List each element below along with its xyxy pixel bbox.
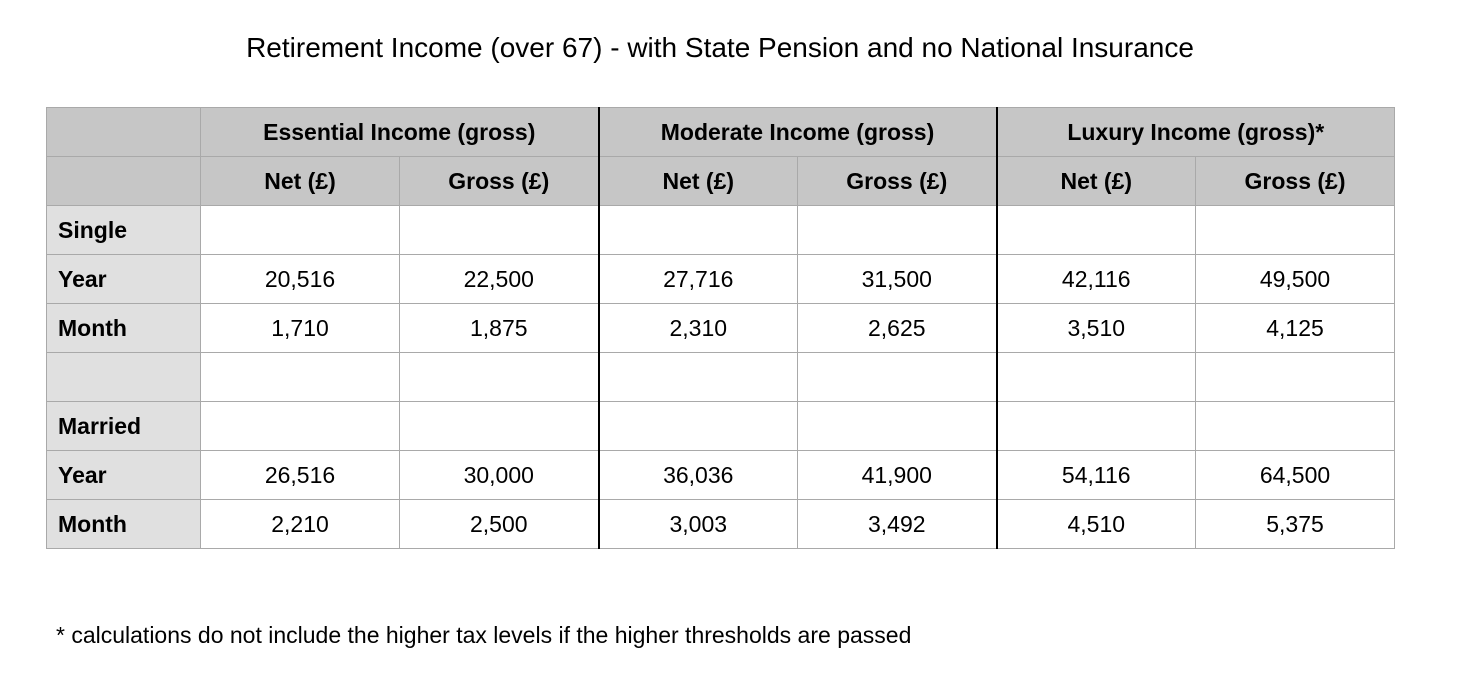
header-corner-cell xyxy=(47,108,201,157)
group-header-moderate: Moderate Income (gross) xyxy=(599,108,997,157)
table-cell: 2,210 xyxy=(201,500,400,549)
table-cell xyxy=(599,402,798,451)
table-cell: 3,510 xyxy=(997,304,1196,353)
table-cell: 5,375 xyxy=(1196,500,1395,549)
table-cell xyxy=(997,402,1196,451)
table-row xyxy=(47,206,1395,255)
income-table xyxy=(46,107,1395,549)
table-cell xyxy=(599,353,798,402)
table-cell: 30,000 xyxy=(400,451,599,500)
table-cell: 42,116 xyxy=(997,255,1196,304)
table-cell: 41,900 xyxy=(798,451,997,500)
table-cell xyxy=(201,206,400,255)
table-cell: 4,125 xyxy=(1196,304,1395,353)
table-cell: 31,500 xyxy=(798,255,997,304)
table-cell: 2,625 xyxy=(798,304,997,353)
header-corner-cell xyxy=(47,157,201,206)
row-label: Single xyxy=(47,206,201,255)
table-cell: 54,116 xyxy=(997,451,1196,500)
column-header: Net (£) xyxy=(599,157,798,206)
table-cell xyxy=(798,206,997,255)
table-cell xyxy=(997,206,1196,255)
table-cell: 3,003 xyxy=(599,500,798,549)
column-header: Gross (£) xyxy=(1196,157,1395,206)
table-cell xyxy=(201,402,400,451)
row-label: Year xyxy=(47,255,201,304)
table-cell: 1,710 xyxy=(201,304,400,353)
table-cell: 49,500 xyxy=(1196,255,1395,304)
row-label: Year xyxy=(47,451,201,500)
table-cell: 36,036 xyxy=(599,451,798,500)
table-cell xyxy=(798,402,997,451)
group-header-row xyxy=(47,108,1395,157)
table-cell: 2,500 xyxy=(400,500,599,549)
footnote: * calculations do not include the higher tax levels if the higher thresholds are passed xyxy=(56,622,912,648)
table-cell xyxy=(1196,353,1395,402)
table-cell xyxy=(400,353,599,402)
table-cell: 64,500 xyxy=(1196,451,1395,500)
table-cell xyxy=(400,206,599,255)
column-header: Net (£) xyxy=(201,157,400,206)
table-cell xyxy=(798,353,997,402)
table-cell: 2,310 xyxy=(599,304,798,353)
table-cell xyxy=(997,353,1196,402)
row-label: Month xyxy=(47,500,201,549)
row-label xyxy=(47,353,201,402)
column-header: Net (£) xyxy=(997,157,1196,206)
column-header: Gross (£) xyxy=(400,157,599,206)
group-header-essential: Essential Income (gross) xyxy=(201,108,599,157)
table-cell: 1,875 xyxy=(400,304,599,353)
table-cell: 3,492 xyxy=(798,500,997,549)
table-cell: 26,516 xyxy=(201,451,400,500)
row-label: Month xyxy=(47,304,201,353)
table-row xyxy=(47,451,1395,500)
sub-header-row xyxy=(47,157,1395,206)
table-cell xyxy=(1196,206,1395,255)
column-header: Gross (£) xyxy=(798,157,997,206)
table-cell: 22,500 xyxy=(400,255,599,304)
table-cell: 27,716 xyxy=(599,255,798,304)
table-cell xyxy=(599,206,798,255)
table-cell xyxy=(201,353,400,402)
page-title: Retirement Income (over 67) - with State Pension and no National Insurance xyxy=(246,32,1194,63)
row-label: Married xyxy=(47,402,201,451)
table-row xyxy=(47,500,1395,549)
table-cell xyxy=(1196,402,1395,451)
table-row xyxy=(47,353,1395,402)
table-row xyxy=(47,402,1395,451)
table-cell xyxy=(400,402,599,451)
table-cell: 4,510 xyxy=(997,500,1196,549)
table-row xyxy=(47,255,1395,304)
group-header-luxury: Luxury Income (gross)* xyxy=(997,108,1395,157)
table-row xyxy=(47,304,1395,353)
table-cell: 20,516 xyxy=(201,255,400,304)
